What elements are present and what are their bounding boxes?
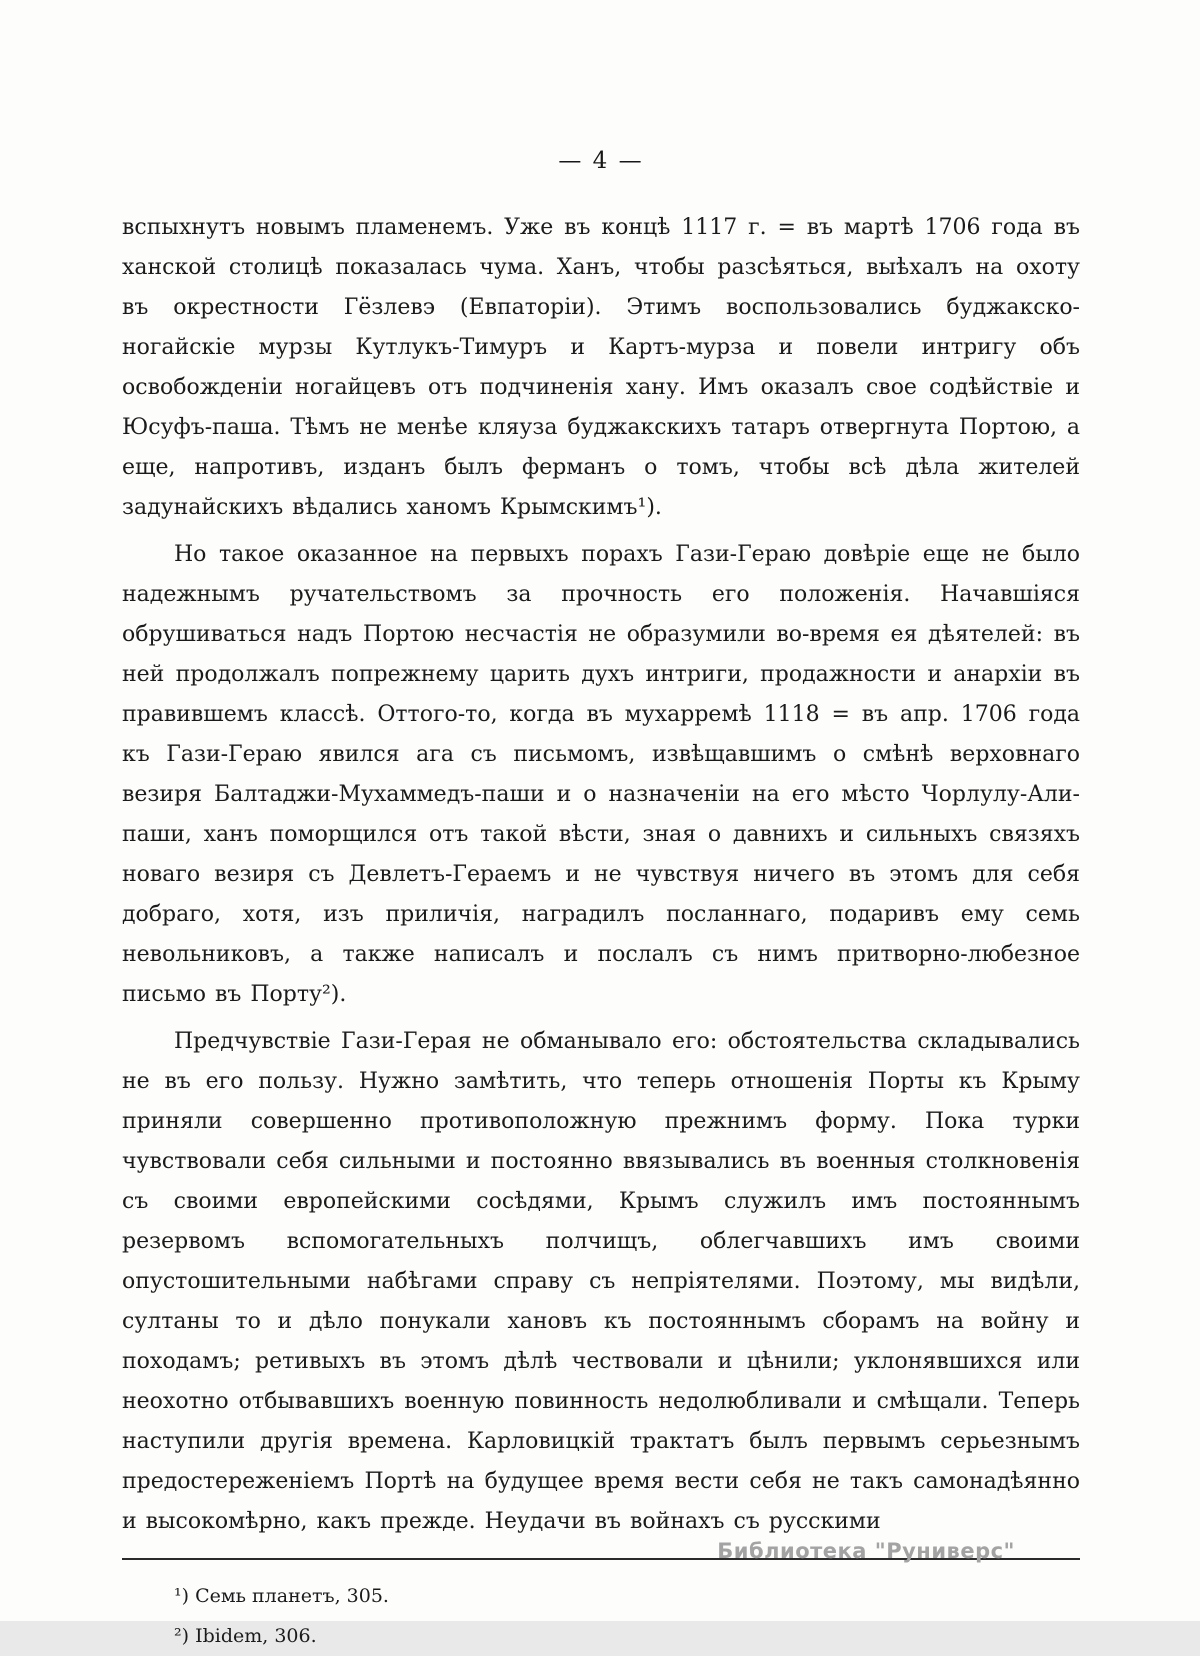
library-watermark: Библиотека "Руниверс"	[717, 1539, 1015, 1563]
paragraph-2: Но такое оказанное на первыхъ порахъ Гази-Гераю довѣріе еще не было надежнымъ ручательствомъ за прочность его положенія. Начавшіяся обрушиваться надъ Портою несчастія не образумили во-время ея дѣятелей: въ ней продолжалъ попрежнему царить духъ интриги, продажности и анархіи въ правившемъ классѣ. Оттого-то, когда въ мухарремѣ 1118 = въ апр. 1706 года къ Гази-Гераю явился ага съ письмомъ, извѣщавшимъ о смѣнѣ верховнаго везиря Балтаджи-Мухаммедъ-паши и о назначеніи на его мѣсто Чорлулу-Али-паши, ханъ поморщился отъ такой вѣсти, зная о давнихъ и сильныхъ связяхъ новаго везиря съ Девлетъ-Гераемъ и не чувствуя ничего въ этомъ для себя добраго, хотя, изъ приличія, наградилъ посланнаго, подаривъ ему семь невольниковъ, а также написалъ и послалъ съ нимъ притворно-любезное письмо въ Порту²).	[122, 542, 1080, 1007]
footnote-1: ¹) Семь планетъ, 305.	[174, 1585, 389, 1607]
paragraph-3: Предчувствіе Гази-Герая не обманывало его: обстоятельства складывались не въ его пользу. Нужно замѣтить, что теперь отношенія Порты къ Крыму приняли совершенно противоположную прежнимъ форму. Пока турки чувствовали себя сильными и постоянно ввязывались въ военныя столкновенія съ своими европейскими сосѣдями, Крымъ служилъ имъ постояннымъ резервомъ вспомогательныхъ полчищъ, облегчавшихъ имъ своими опустошительными набѣгами справу съ непріятелями. Поэтому, мы видѣли, султаны то и дѣло понукали хановъ къ постояннымъ сборамъ на войну и походамъ; ретивыхъ въ этомъ дѣлѣ чествовали и цѣнили; уклонявшихся или неохотно отбывавшихъ военную повинность недолюбливали и смѣщали. Теперь наступили другія времена. Карловицкій трактатъ былъ первымъ серьезнымъ предостереженіемъ Портѣ на будущее время вести себя не такъ самонадѣянно и высокомѣрно, какъ прежде. Неудачи въ войнахъ съ русскими	[122, 1029, 1080, 1534]
footnote-2: ²) Ibidem, 306.	[174, 1625, 317, 1647]
page-number: — 4 —	[558, 148, 644, 174]
page-content	[122, 148, 1080, 1656]
footnotes	[122, 1576, 1080, 1656]
text-block	[122, 208, 1080, 1542]
paragraph-1: вспыхнутъ новымъ пламенемъ. Уже въ концѣ 1117 г. = въ мартѣ 1706 года въ ханской столицѣ показалась чума. Ханъ, чтобы разсѣяться, выѣхалъ на охоту въ окрестности Гёзлевэ (Евпаторіи). Этимъ воспользовались буджакско-ногайскіе мурзы Кутлукъ-Тимуръ и Картъ-мурза и повели интригу объ освобожденіи ногайцевъ отъ подчиненія хану. Имъ оказалъ свое содѣйствіе и Юсуфъ-паша. Тѣмъ не менѣе кляуза буджакскихъ татаръ отвергнута Портою, а еще, напротивъ, изданъ былъ ферманъ о томъ, чтобы всѣ дѣла жителей задунайскихъ вѣдались ханомъ Крымскимъ¹).	[122, 215, 1080, 520]
